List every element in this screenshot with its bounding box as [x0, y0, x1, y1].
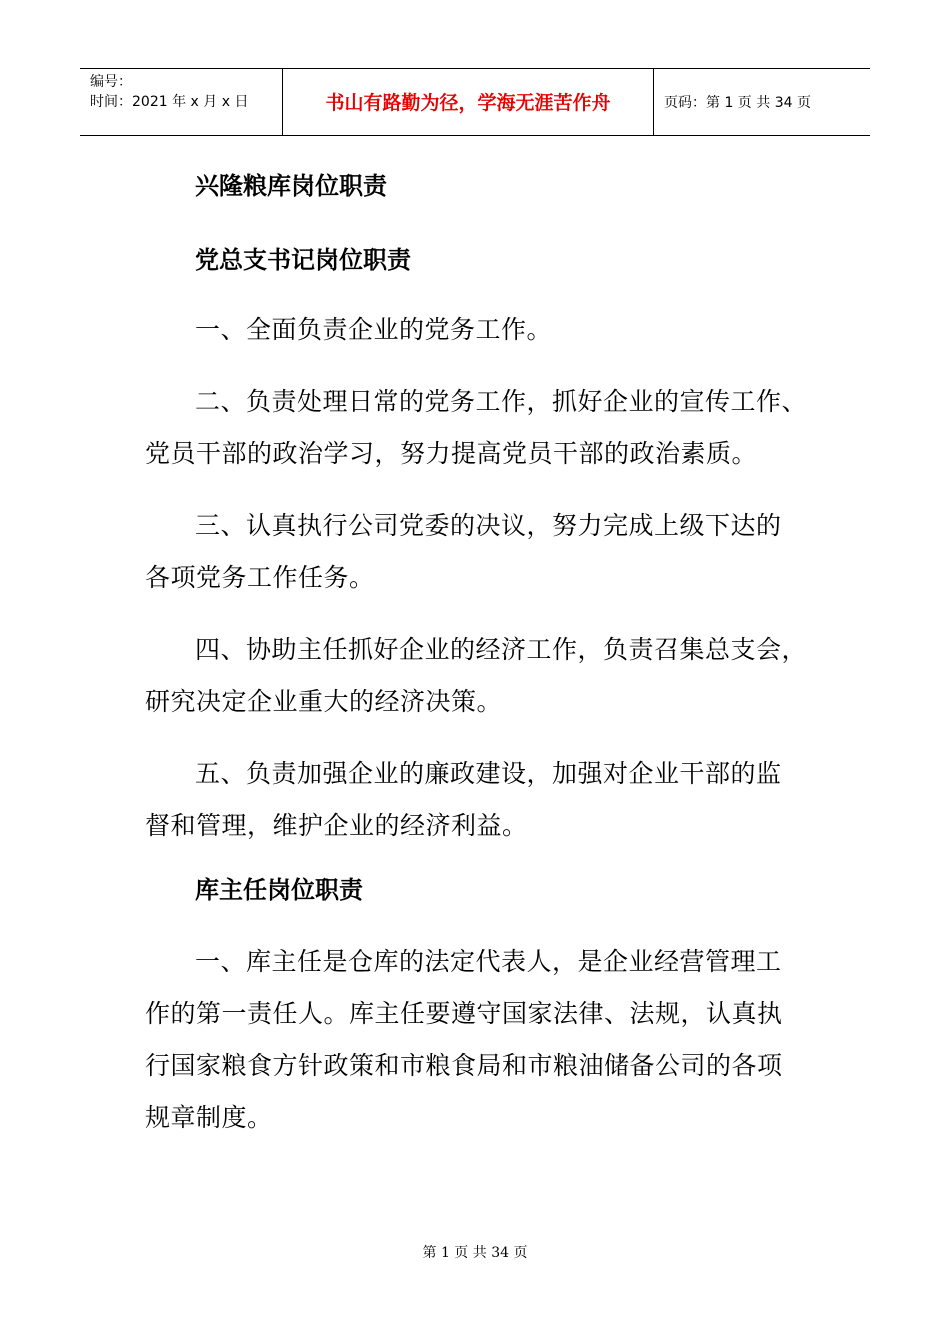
paragraph-line: 行国家粮食方针政策和市粮食局和市粮油储备公司的各项 — [145, 1051, 783, 1080]
paragraph-line: 五、负责加强企业的廉政建设，加强对企业干部的监 — [195, 759, 782, 788]
paragraph-line: 研究决定企业重大的经济决策。 — [145, 687, 503, 716]
paragraph-line: 三、认真执行公司党委的决议，努力完成上级下达的 — [195, 511, 782, 540]
document-title: 兴隆粮库岗位职责 — [195, 172, 387, 200]
paragraph-line: 督和管理，维护企业的经济利益。 — [145, 811, 528, 840]
paragraph-line: 规章制度。 — [145, 1103, 273, 1132]
header-motto: 书山有路勤为径，学海无涯苦作舟 — [282, 69, 654, 135]
paragraph-line: 一、全面负责企业的党务工作。 — [195, 315, 553, 344]
page-footer: 第 1 页 共 34 页 — [422, 1245, 528, 1261]
page-header — [80, 68, 870, 136]
paragraph-line: 党员干部的政治学习，努力提高党员干部的政治素质。 — [145, 439, 758, 468]
header-info-cell — [80, 69, 282, 135]
document-number-label: 编号： — [90, 74, 132, 90]
document-date-label: 时间：2021 年 x 月 x 日 — [90, 94, 249, 110]
section-heading-party-secretary: 党总支书记岗位职责 — [195, 246, 411, 274]
paragraph-line: 四、协助主任抓好企业的经济工作，负责召集总支会， — [195, 635, 808, 664]
header-page-number: 页码：第 1 页 共 34 页 — [664, 95, 811, 111]
paragraph-line: 作的第一责任人。库主任要遵守国家法律、法规，认真执 — [145, 999, 783, 1028]
paragraph-line: 各项党务工作任务。 — [145, 563, 375, 592]
section-heading-depot-director: 库主任岗位职责 — [195, 876, 363, 904]
paragraph-line: 二、负责处理日常的党务工作，抓好企业的宣传工作、 — [195, 387, 808, 416]
paragraph-line: 一、库主任是仓库的法定代表人，是企业经营管理工 — [195, 947, 782, 976]
